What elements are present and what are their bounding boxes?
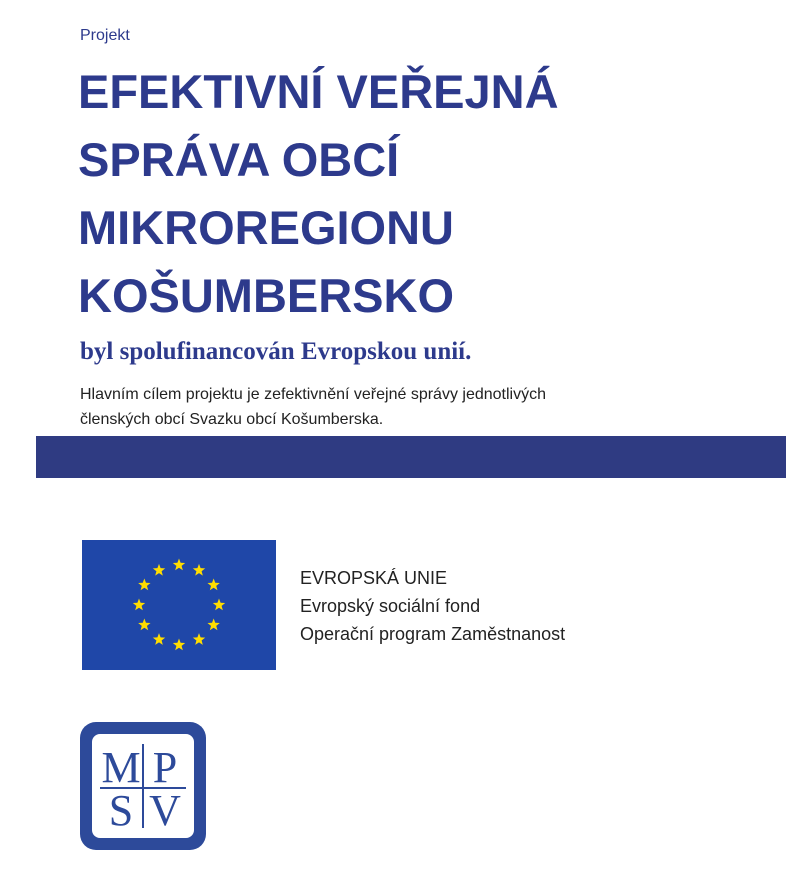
funding-statement: byl spolufinancován Evropskou unií.: [80, 338, 472, 365]
title-line: KOŠUMBERSKO: [78, 269, 455, 322]
eu-star: [173, 559, 185, 571]
description-line: Hlavním cílem projektu je zefektivnění veřejné správy jednotlivých: [80, 386, 546, 403]
eu-star: [193, 633, 205, 645]
eu-star: [153, 564, 165, 576]
mpsv-logo-icon: [80, 722, 206, 850]
eu-star: [193, 564, 205, 576]
fund-name: Evropský sociální fond: [300, 596, 481, 616]
project-label: Projekt: [80, 27, 130, 44]
eu-star: [153, 633, 165, 645]
title-line: EFEKTIVNÍ VEŘEJNÁ: [78, 65, 559, 118]
description-line: členských obcí Svazku obcí Košumberska.: [80, 411, 384, 428]
eu-star: [207, 579, 219, 591]
eu-flag-icon: [82, 540, 276, 670]
project-title: [78, 58, 778, 330]
eu-star: [207, 619, 219, 631]
eu-star: [138, 579, 150, 591]
eu-name: EVROPSKÁ UNIE: [300, 568, 448, 588]
logo-letter-v: V: [149, 786, 181, 835]
logo-letter-p: P: [152, 743, 178, 792]
project-description: [80, 382, 780, 432]
divider-band: [36, 436, 786, 478]
logo-letter-s: S: [108, 786, 134, 835]
eu-star: [173, 639, 185, 651]
eu-funding-block: [300, 564, 565, 648]
eu-star: [138, 619, 150, 631]
title-line: MIKROREGIONU: [78, 201, 454, 254]
logo-letter-m: M: [101, 743, 141, 792]
programme-name: Operační program Zaměstnanost: [300, 624, 566, 644]
eu-star: [213, 599, 225, 611]
title-line: SPRÁVA OBCÍ: [78, 133, 400, 186]
eu-star: [133, 599, 145, 611]
